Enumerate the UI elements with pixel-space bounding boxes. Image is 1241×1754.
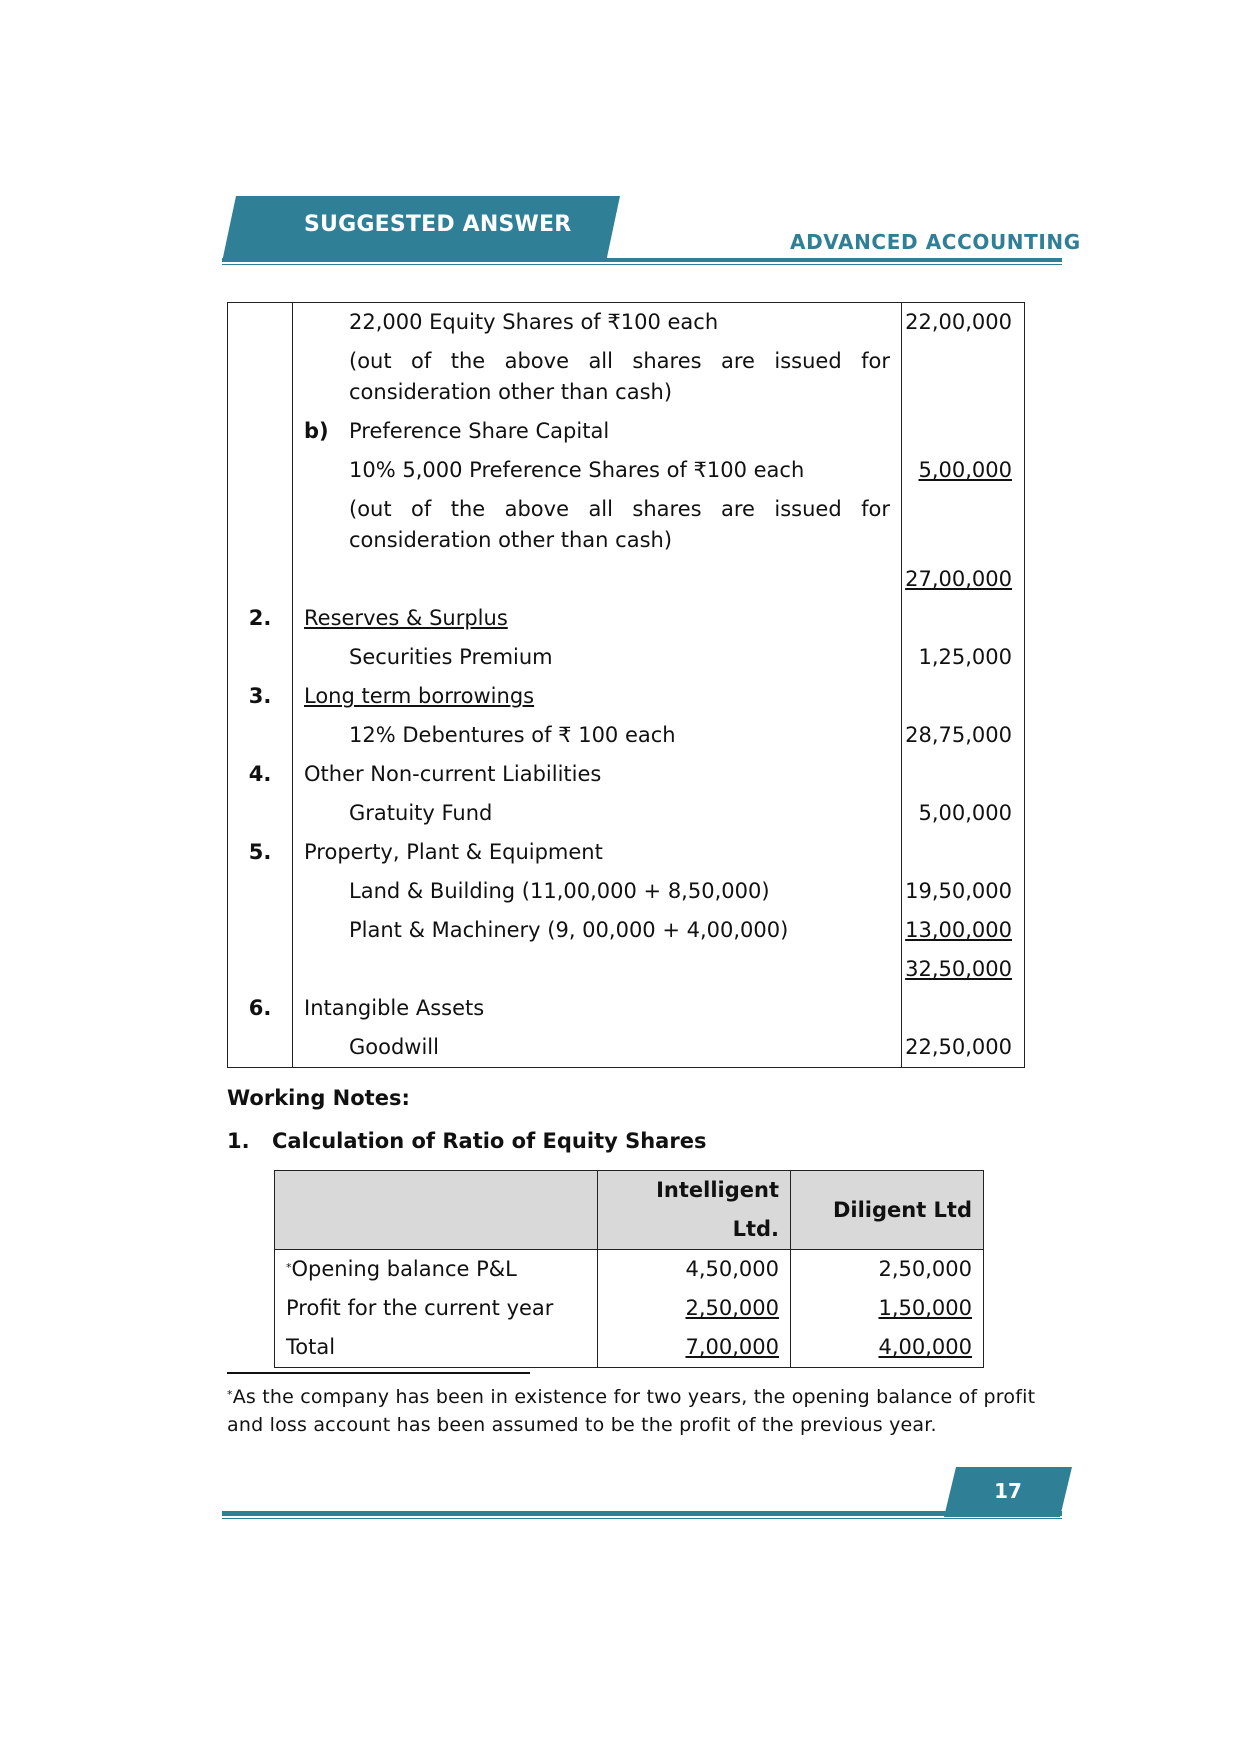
value-cell: 4,00,000 [878, 1335, 972, 1359]
value-cell: 2,50,000 [685, 1296, 779, 1320]
note-amount: 13,00,000 [905, 918, 1012, 942]
header-left-title: SUGGESTED ANSWER [304, 212, 572, 237]
note-number [228, 560, 293, 599]
table-row [275, 1250, 984, 1290]
note-number [228, 342, 293, 412]
footer-rule [222, 1511, 1062, 1516]
note-amount: 5,00,000 [918, 458, 1012, 482]
note-amount: 5,00,000 [902, 794, 1025, 833]
note-text: 10% 5,000 Preference Shares of ₹100 each [349, 458, 805, 482]
note-number [228, 872, 293, 911]
note-text [293, 560, 902, 599]
row-label-cell [275, 1250, 598, 1290]
header-cell: Intelligent Ltd. [598, 1171, 791, 1250]
note-number: 3. [228, 677, 293, 716]
note-amount: 1,25,000 [902, 638, 1025, 677]
note-heading: Long term borrowings [304, 684, 535, 708]
note-number [228, 911, 293, 950]
working-note-heading [227, 1129, 706, 1153]
note-amount [902, 342, 1025, 412]
value-cell: 7,00,000 [685, 1335, 779, 1359]
note-text: 12% Debentures of ₹ 100 each [349, 723, 676, 747]
row-label: Opening balance P&L [291, 1257, 517, 1281]
table-row [228, 451, 1025, 490]
table-row [228, 1028, 1025, 1068]
note-heading: Intangible Assets [293, 989, 902, 1028]
note-number: 5. [228, 833, 293, 872]
footnote-marker: * [227, 1388, 233, 1401]
table-row [228, 412, 1025, 451]
row-label: Total [275, 1328, 598, 1368]
note-amount [902, 677, 1025, 716]
note-heading: Other Non-current Liabilities [293, 755, 902, 794]
note-number [228, 451, 293, 490]
note-heading: Reserves & Surplus [304, 606, 508, 630]
value-cell: 2,50,000 [791, 1250, 984, 1290]
table-row [228, 677, 1025, 716]
note-number [228, 716, 293, 755]
table-row [228, 560, 1025, 599]
note-amount [902, 755, 1025, 794]
note-text [293, 950, 902, 989]
note-heading: Property, Plant & Equipment [293, 833, 902, 872]
working-notes-title: Working Notes: [227, 1086, 410, 1110]
table-row [228, 303, 1025, 343]
note-text: Preference Share Capital [349, 419, 610, 443]
header-cell [275, 1171, 598, 1250]
balance-notes-table [227, 302, 1025, 1068]
table-row [275, 1289, 984, 1328]
note-number: 2. [228, 599, 293, 638]
table-row [228, 872, 1025, 911]
note-text: Plant & Machinery (9, 00,000 + 4,00,000) [349, 918, 789, 942]
note-number [228, 1028, 293, 1068]
note-number: 6. [228, 989, 293, 1028]
note-text: (out of the above all shares are issued for consideration other than cash) [349, 497, 890, 552]
value-cell: 1,50,000 [878, 1296, 972, 1320]
footnote-divider [227, 1372, 530, 1374]
table-row [228, 638, 1025, 677]
note-number: 4. [228, 755, 293, 794]
working-note-title: Calculation of Ratio of Equity Shares [272, 1129, 707, 1153]
note-amount [902, 412, 1025, 451]
table-row [275, 1328, 984, 1368]
note-amount: 22,00,000 [902, 303, 1025, 343]
note-number [228, 794, 293, 833]
table-row [228, 755, 1025, 794]
note-text: 22,000 Equity Shares of ₹100 each [349, 310, 719, 334]
row-label: Profit for the current year [275, 1289, 598, 1328]
note-amount: 22,50,000 [902, 1028, 1025, 1068]
table-row [228, 833, 1025, 872]
note-text: Land & Building (11,00,000 + 8,50,000) [349, 879, 770, 903]
table-row [228, 989, 1025, 1028]
table-header-row [275, 1171, 984, 1250]
note-subtotal: 27,00,000 [905, 567, 1012, 591]
note-number [228, 303, 293, 343]
header-right-title: ADVANCED ACCOUNTING [790, 230, 1081, 254]
working-note-number: 1. [227, 1129, 250, 1153]
note-text: (out of the above all shares are issued for consideration other than cash) [349, 349, 890, 404]
header-cell: Diligent Ltd [791, 1171, 984, 1250]
note-number [228, 638, 293, 677]
note-amount [902, 599, 1025, 638]
page-number: 17 [994, 1479, 1022, 1503]
ratio-table [274, 1170, 984, 1368]
note-text: Gratuity Fund [349, 801, 493, 825]
table-row [228, 716, 1025, 755]
value-cell: 4,50,000 [598, 1250, 791, 1290]
footer-rule-thin [222, 1518, 1062, 1519]
table-row [228, 599, 1025, 638]
header-rule [222, 258, 1062, 262]
table-row [228, 911, 1025, 950]
note-subtotal: 32,50,000 [905, 957, 1012, 981]
table-row [228, 950, 1025, 989]
footnote-text: As the company has been in existence for two years, the opening balance of profit and loss account has been assumed to be the profit of the previous year. [227, 1386, 1036, 1436]
note-amount [902, 833, 1025, 872]
note-amount: 19,50,000 [902, 872, 1025, 911]
note-text: Goodwill [349, 1035, 439, 1059]
table-row [228, 490, 1025, 560]
note-number [228, 950, 293, 989]
note-amount [902, 490, 1025, 560]
note-sublabel: b) [304, 419, 329, 443]
header-rule-thin [222, 264, 1062, 265]
note-number [228, 412, 293, 451]
note-text: Securities Premium [349, 645, 553, 669]
table-row [228, 794, 1025, 833]
footnote-marker: * [286, 1261, 292, 1274]
footnote [227, 1383, 1063, 1439]
note-number [228, 490, 293, 560]
note-amount [902, 989, 1025, 1028]
note-amount: 28,75,000 [902, 716, 1025, 755]
table-row [228, 342, 1025, 412]
